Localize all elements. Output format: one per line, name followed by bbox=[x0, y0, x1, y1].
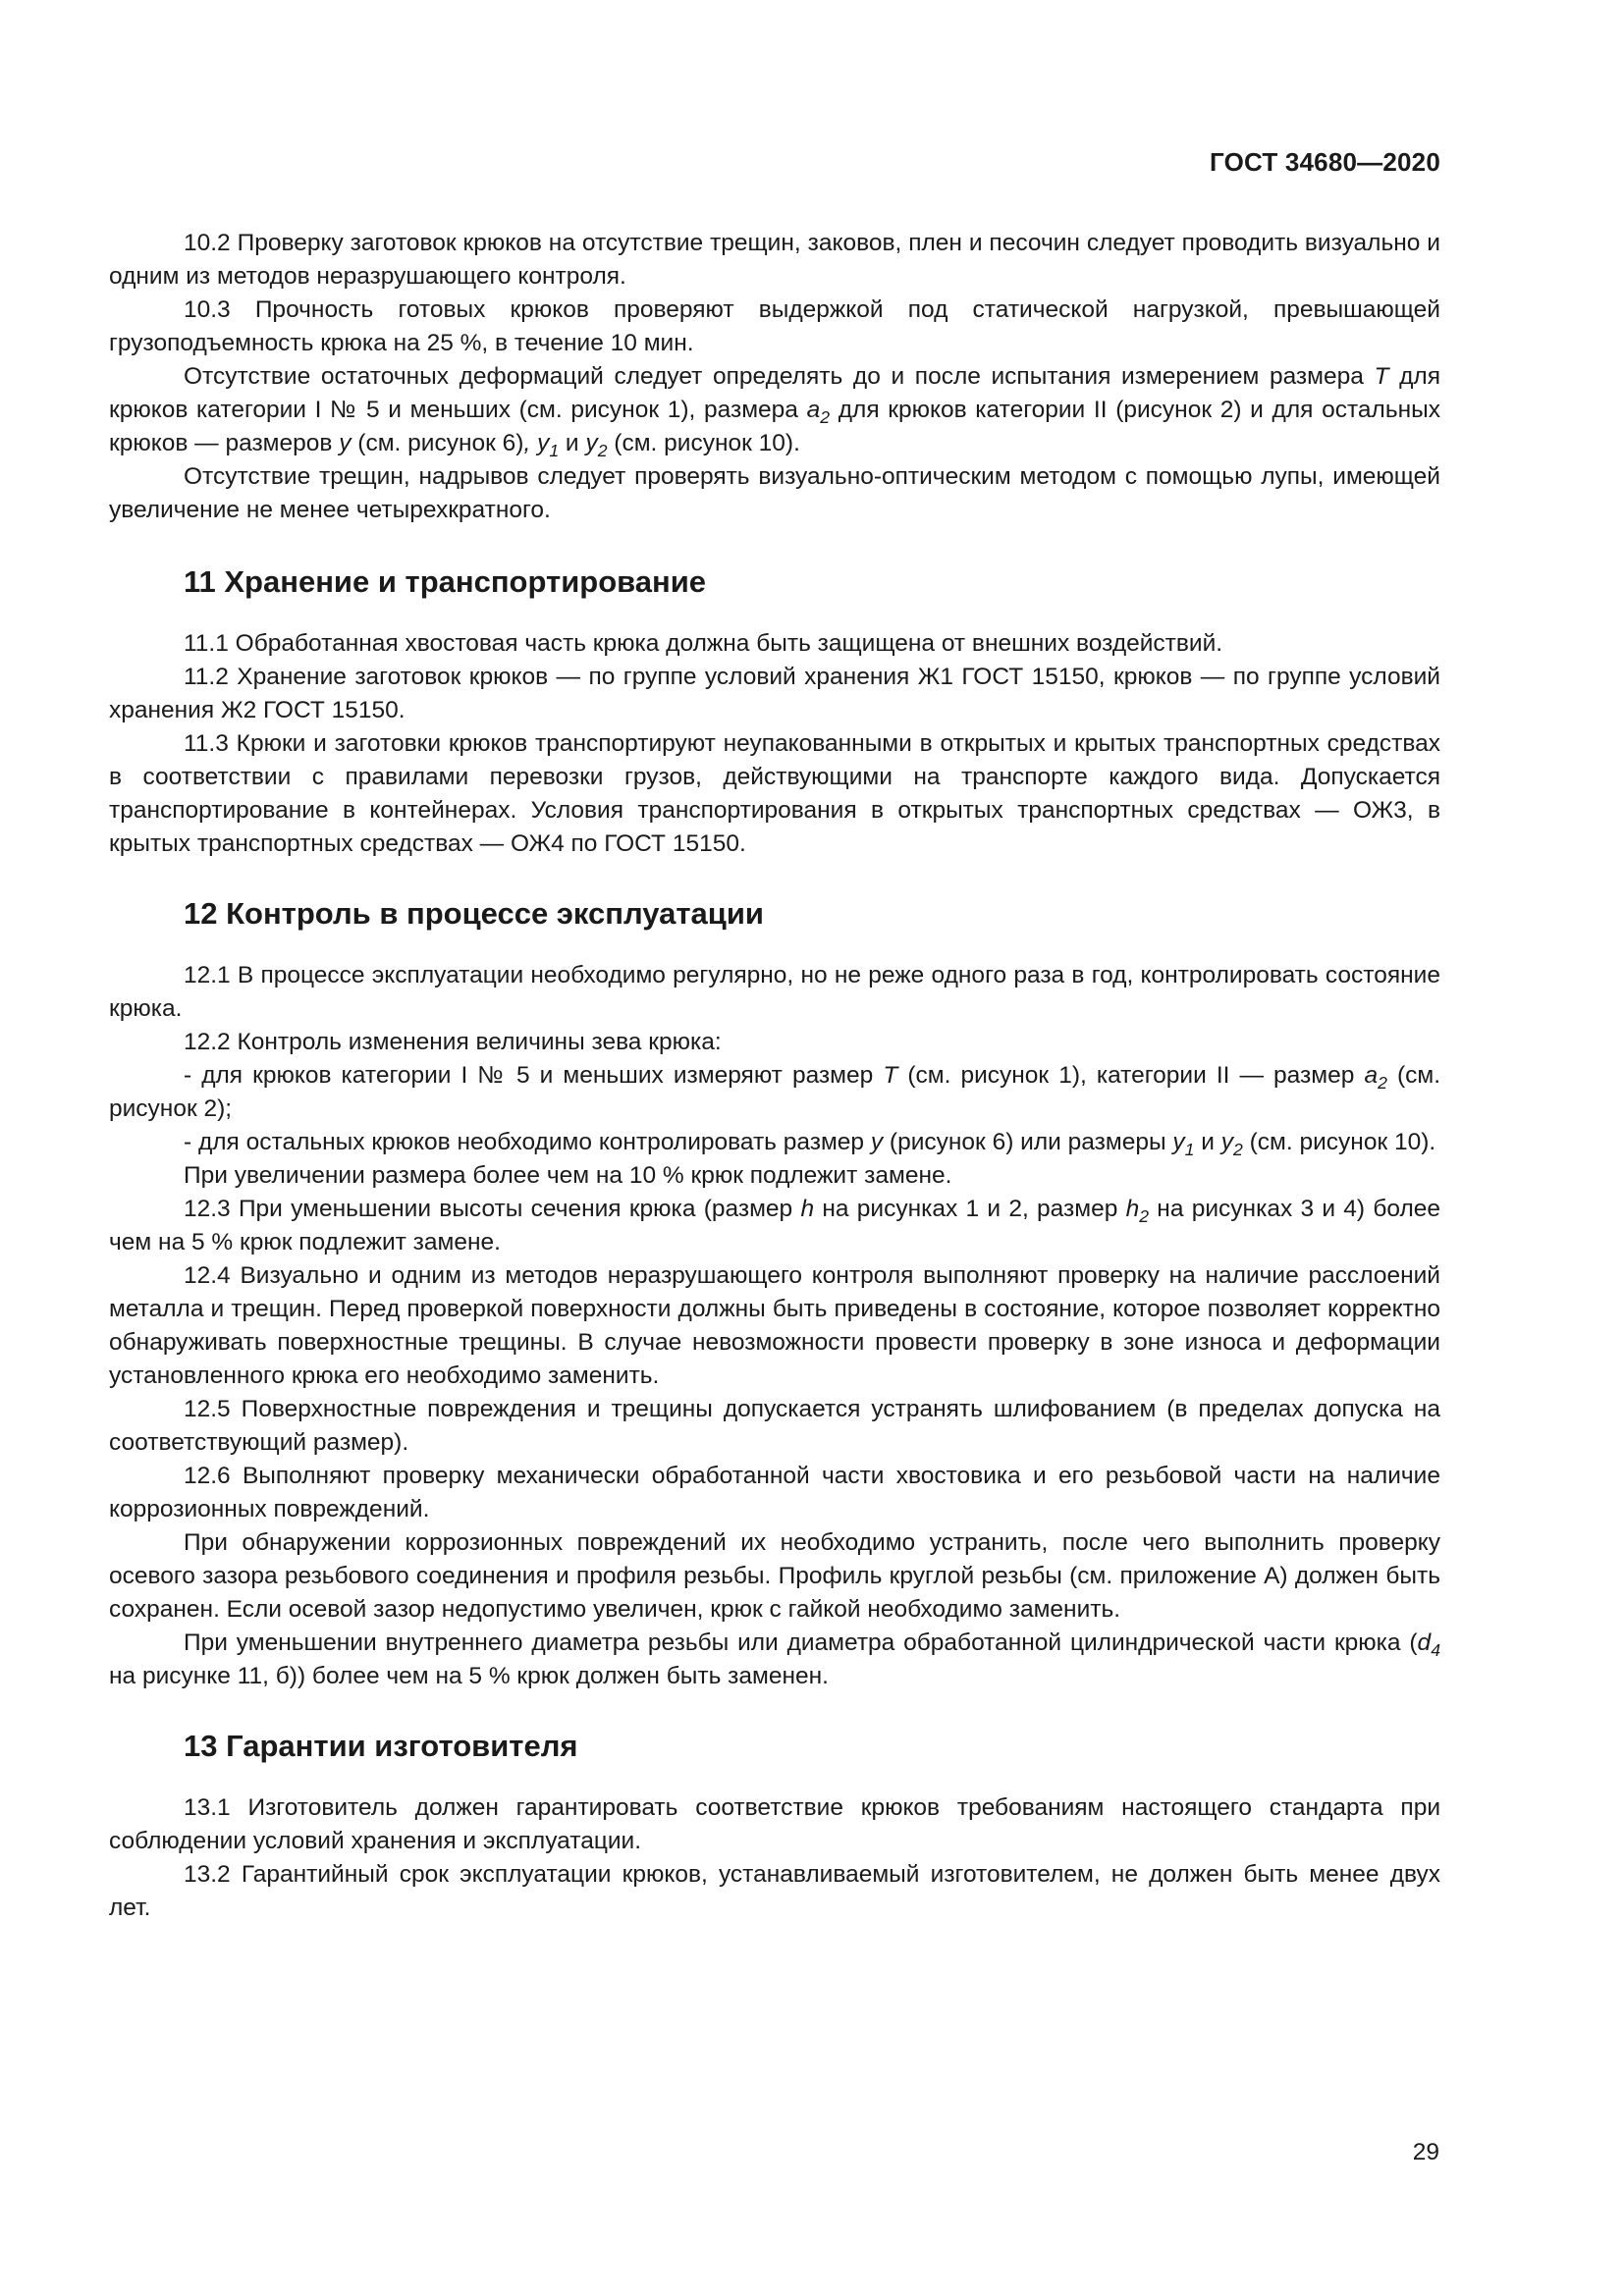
paragraph-10-3: 10.3 Прочность готовых крюков проверяют выдержкой под статической нагрузкой, превышающей грузоподъемность крюка на 25 %, в течение 10 мин. bbox=[109, 296, 1440, 356]
section-11-heading: 11 Хранение и транспортирование bbox=[184, 564, 707, 599]
list-item-other-hooks: - для остальных крюков необходимо контролировать размер y (рисунок 6) или размеры $y_1$ и $y_2$ (см. рисунок 10). bbox=[184, 1129, 1436, 1160]
section-13-heading: 13 Гарантии изготовителя bbox=[184, 1729, 578, 1763]
symbol-y1: $y_1$ bbox=[1172, 1129, 1195, 1160]
symbol-h: h bbox=[800, 1196, 815, 1222]
symbol-a2: $a_2$ bbox=[806, 397, 831, 428]
paragraph-11-1: 11.1 Обработанная хвостовая часть крюка должна быть защищена от внешних воздействий. bbox=[184, 630, 1223, 657]
paragraph-12-1: 12.1 В процессе эксплуатации необходимо регулярно, но не реже одного раза в год, контролировать состояние крюка. bbox=[109, 962, 1440, 1022]
paragraph-11-2: 11.2 Хранение заготовок крюков — по группе условий хранения Ж1 ГОСТ 15150, крюков — по группе условий хранения Ж2 ГОСТ 15150. bbox=[109, 664, 1440, 723]
paragraph-12-2: 12.2 Контроль изменения величины зева крюка: bbox=[184, 1029, 722, 1055]
paragraph-size-increase: При увеличении размера более чем на 10 % крюк подлежит замене. bbox=[184, 1162, 952, 1189]
page-number: 29 bbox=[1412, 2139, 1439, 2165]
document-body bbox=[109, 227, 1440, 1925]
paragraph-12-5: 12.5 Поверхностные повреждения и трещины допускается устранять шлифованием (в пределах допуска на соответствующий размер). bbox=[109, 1396, 1440, 1456]
paragraph-12-6: 12.6 Выполняют проверку механически обработанной части хвостовика и его резьбовой части на наличие коррозионных повреждений. bbox=[109, 1463, 1440, 1522]
section-12-heading: 12 Контроль в процессе эксплуатации bbox=[184, 896, 764, 931]
symbol-y: y bbox=[339, 430, 352, 456]
symbol-T: T bbox=[883, 1062, 898, 1089]
paragraph-12-3: 12.3 При уменьшении высоты сечения крюка (размер h на рисунках 1 и 2, размер $h_2$ на рисунках 3 и 4) более чем на 5 % крюк подлежит замене. bbox=[109, 1196, 1441, 1255]
symbol-y2: $y_2$ bbox=[585, 430, 608, 461]
symbol-y2: $y_2$ bbox=[1220, 1129, 1243, 1160]
symbol-y1: $y_1$ bbox=[537, 430, 560, 461]
symbol-y: y bbox=[870, 1129, 884, 1155]
paragraph-10-2: 10.2 Проверку заготовок крюков на отсутствие трещин, заковов, плен и песочин следует проводить визуально и одним из методов неразрушающего контроля. bbox=[109, 230, 1440, 290]
symbol-h2: $h_2$ bbox=[1125, 1196, 1150, 1227]
document-code: ГОСТ 34680—2020 bbox=[1210, 147, 1440, 177]
paragraph-cracks: Отсутствие трещин, надрывов следует проверять визуально-оптическим методом с помощью лупы, имеющей увеличение не менее четырехкратного. bbox=[109, 463, 1440, 523]
paragraph-13-1: 13.1 Изготовитель должен гарантировать соответствие крюков требованиям настоящего стандарта при соблюдении условий хранения и эксплуатации. bbox=[109, 1794, 1440, 1854]
paragraph-11-3: 11.3 Крюки и заготовки крюков транспортируют неупакованными в открытых и крытых транспортных средствах в соответствии с правилами перевозки грузов, действующими на транспорте каждого вида. Допускается транспортирование в контейнерах. Условия транспортирования в открытых транспортных средствах — ОЖ3, в крытых транспортных средствах — ОЖ4 по ГОСТ 15150. bbox=[109, 730, 1440, 857]
list-item-category-1: - для крюков категории I № 5 и меньших измеряют размер T (см. рисунок 1), категории II — размер $a_2$ (см. рисунок 2); bbox=[109, 1062, 1441, 1122]
paragraph-corrosion: При обнаружении коррозионных повреждений их необходимо устранить, после чего выполнить проверку осевого зазора резьбового соединения и профиля резьбы. Профиль круглой резьбы (см. приложение А) должен быть сохранен. Если осевой зазор недопустимо увеличен, крюк с гайкой необходимо заменить. bbox=[109, 1529, 1440, 1623]
symbol-a2: $a_2$ bbox=[1364, 1062, 1387, 1094]
symbol-d4: $d_4$ bbox=[1417, 1629, 1440, 1661]
symbol-T: T bbox=[1374, 363, 1389, 390]
paragraph-12-4: 12.4 Визуально и одним из методов неразрушающего контроля выполняют проверку на наличие расслоений металла и трещин. Перед проверкой поверхности должны быть приведены в состояние, которое позволяет корректно обнаруживать поверхностные трещины. В случае невозможности провести проверку в зоне износа и деформации установленного крюка его необходимо заменить. bbox=[109, 1262, 1440, 1389]
paragraph-deformation: Отсутствие остаточных деформаций следует определять до и после испытания измерением размера T для крюков категории I № 5 и меньших (см. рисунок 1), размера $a_2$ для крюков категории II (рисунок 2) и для остальных крюков — размеров y (см. рисунок 6), $y_1$ и $y_2$ (см. рисунок 10). bbox=[109, 363, 1440, 461]
paragraph-13-2: 13.2 Гарантийный срок эксплуатации крюков, устанавливаемый изготовителем, не должен быть менее двух лет. bbox=[109, 1861, 1440, 1921]
paragraph-diameter: При уменьшении внутреннего диаметра резьбы или диаметра обработанной цилиндрической части крюка ($d_4$ на рисунке 11, б)) более чем на 5 % крюк должен быть заменен. bbox=[109, 1629, 1440, 1689]
